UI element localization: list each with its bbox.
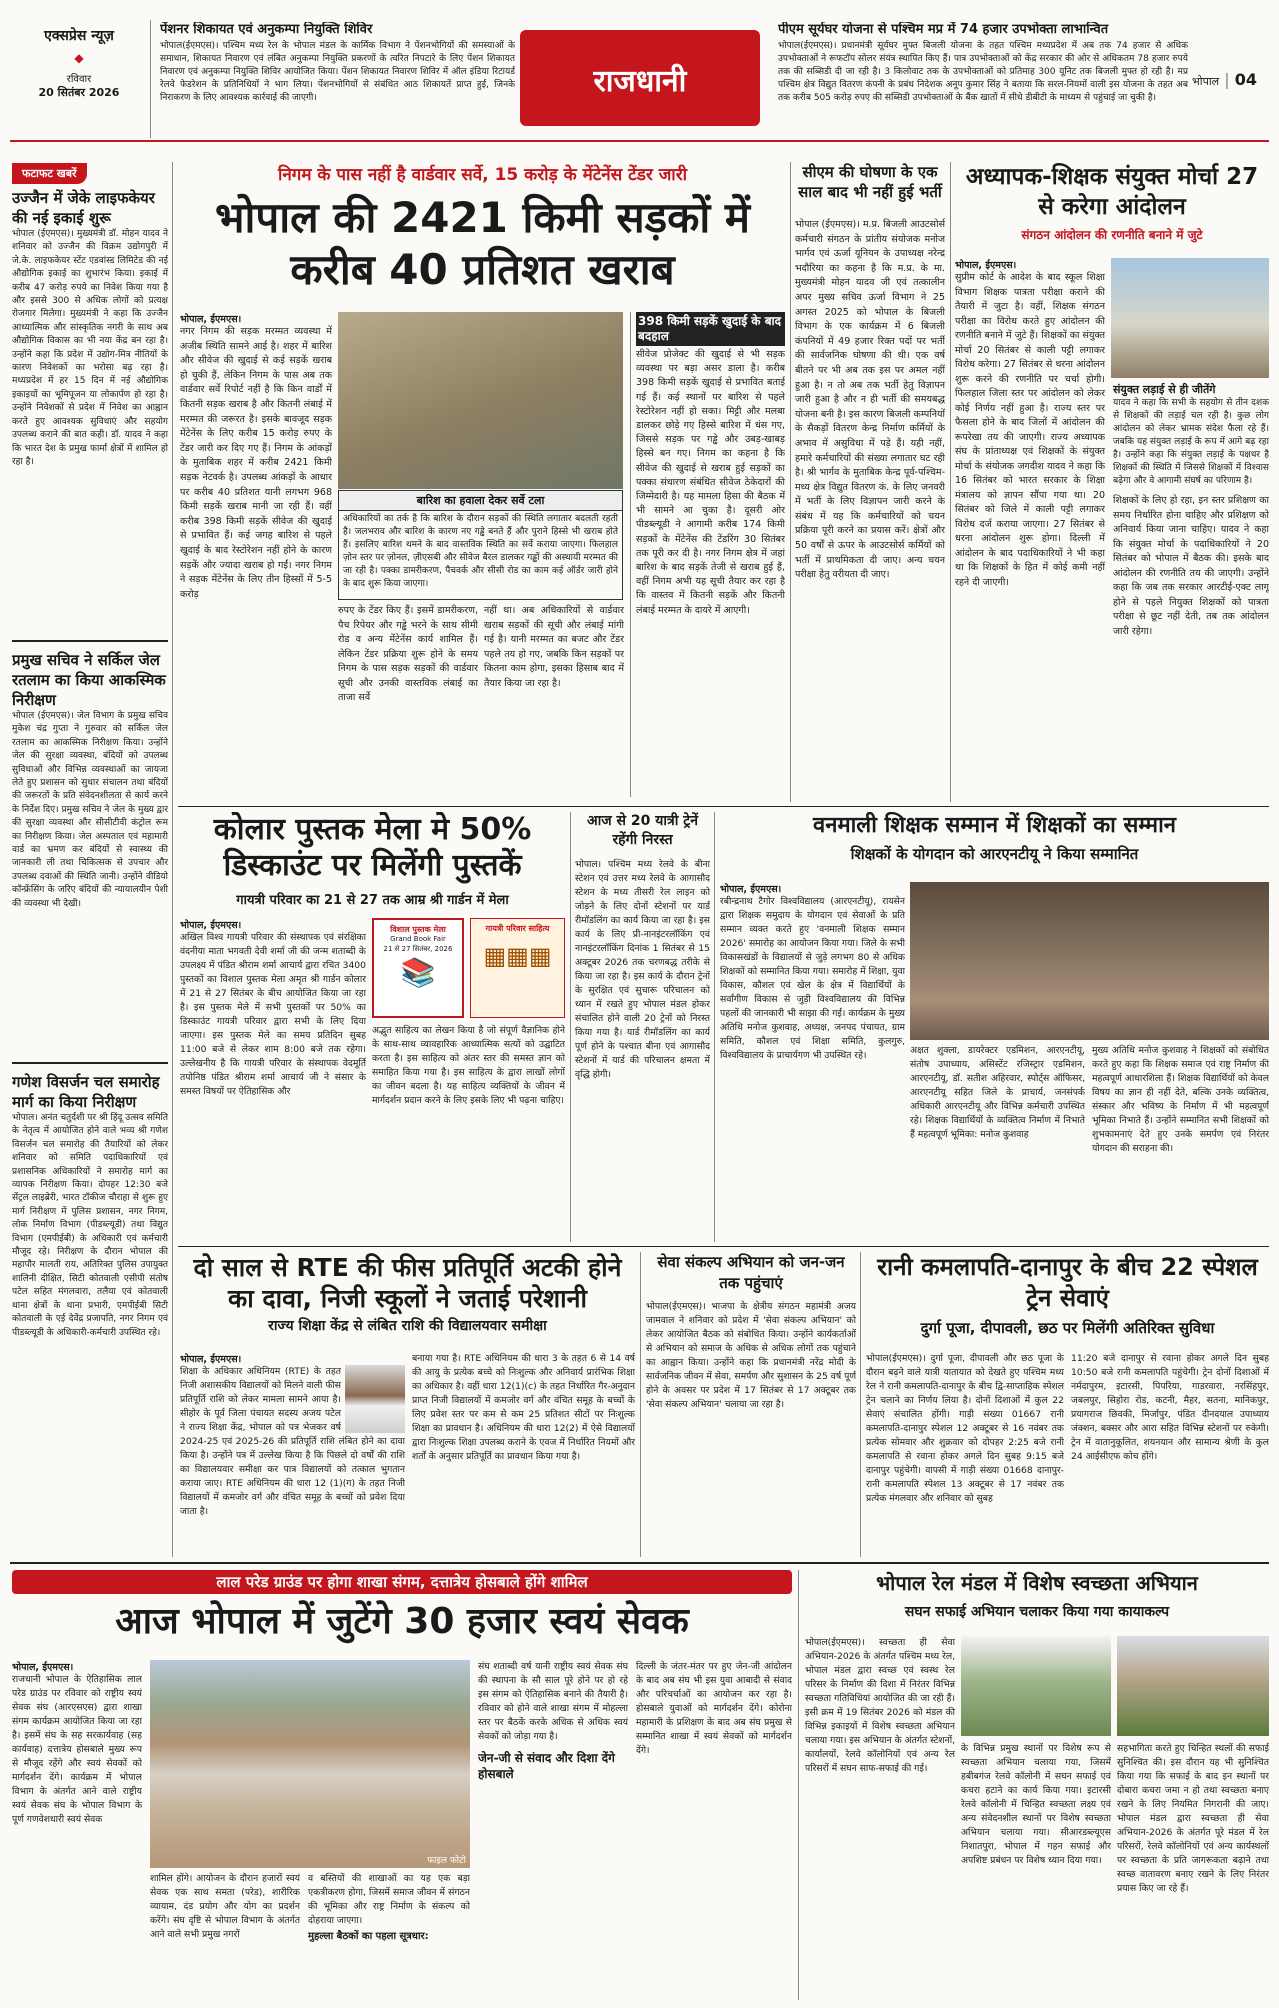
vanmali-col2 (910, 1044, 1085, 1242)
rani-trains-story (866, 1252, 1269, 1557)
lead-byline: भोपाल, ईएमएस। (180, 314, 242, 325)
seva-body: भोपाल(ईएमएस)। भाजपा के क्षेत्रीय संगठन महामंत्री अजय जामवाल ने शनिवार को प्रदेश में 'सेवा संकल्प अभियान' को लेकर आयोजित बैठक को संबोधित किया। उन्होंने कार्यकर्ताओं से अभियान को समाज के अधिक से अधिक लोगों तक पहुंचाने का आह्वान किया। उन्होंने कहा कि प्रधानमंत्री नरेंद्र मोदी के सार्वजनिक जीवन में सेवा, समर्पण और सुशासन के 25 वर्ष पूर्ण होने के अवसर पर प्रदेश में 17 सितंबर से 17 अक्टूबर तक 'सेवा संकल्प अभियान' चलाया जा रहा है। (646, 1301, 856, 1410)
sangh-headline: आज भोपाल में जुटेंगे 30 हजार स्वयं सेवक (115, 1601, 689, 1642)
teacher-body2: शिक्षकों के लिए हो रहा, इन स्तर प्रशिक्षण का समय निर्धारित होना चाहिए और प्रशिक्षण को अनिवार्य किया जाना चाहिए। यादव ने कहा कि संयुक्त मोर्चा के पदाधिकारियों ने 20 सितंबर को भोपाल में बैठक की। इसके बाद आंदोलन की रणनीति तय की जाएगी। उन्होंने कहा कि जब तक सरकार आरटीई-एक्ट लागू होने से पहले नियुक्त शिक्षकों को पात्रता परीक्षा से छूट नहीं देती, तब तक आंदोलन जारी रहेगा। (1113, 495, 1269, 637)
book-fair-subhead: गायत्री परिवार का 21 से 27 तक आम्र श्री गार्डन में मेला (236, 893, 509, 908)
seva-headline: सेवा संकल्प अभियान को जन-जन तक पहुंचाएं (657, 1253, 845, 1292)
person-photo (345, 1365, 405, 1433)
book-icon: 📚 (400, 956, 436, 989)
vanmali-col3 (1092, 1044, 1269, 1242)
masthead-rule (10, 140, 1269, 142)
photo-caption: बारिश का हवाला देकर सर्वे टला (339, 491, 622, 511)
book-fair-body2: अद्भुत साहित्य का लेखन किया है जो संपूर्ण वैज्ञानिक होने के साथ-साथ व्यावहारिक आध्यात्मिक सत्यों को उद्घाटित करता है। इस साहित्य को अंतर स्तर की समस्त ज्ञान को समाहित किया गया है। इस साहित्य के द्वारा लाखों लोगों का जीवन बदला है। यह साहित्य व्यक्तियों के जीवन में मार्गदर्शन प्रदान करने के लिए इसके लिए भी पढ़ना चाहिए। (372, 1025, 565, 1106)
sidebar-headline: प्रमुख सचिव ने सर्किल जेल रतलाम का किया आकस्मिक निरीक्षण (12, 651, 166, 709)
sangh-body: राजधानी भोपाल के ऐतिहासिक लाल परेड ग्राउंड पर रविवार को राष्ट्रीय स्वयं सेवक संघ (आरएसएस) द्वारा शाखा संगम कार्यक्रम आयोजित किया जा रहा है। इसमें संघ के सह सरकार्यवाह (सह कार्यवाह) दत्तात्रेय होसबाले मुख्य रूप से मौजूद रहेंगे और स्वयं सेवकों को मार्गदर्शन देंगे। कार्यक्रम में भोपाल विभाग के अंतर्गत आने वाले राष्ट्रीय स्वयं सेवक संघ के भोपाल विभाग के पूर्ण गणवेशधारी स्वयं सेवक (12, 1674, 142, 1825)
lead-col2-text: रुपए के टेंडर किए हैं। इसमें डामरीकरण, पैच रिपेयर और गड्ढे भरने के साथ सीमी रोड व अन्य मेंटेनेंस कार्य शामिल हैं। लेकिन टेंडर प्रक्रिया शुरू होने के समय निगम के पास सड़क सड़कों की वार्डवार सूची और उनकी वास्तविक लंबाई का ताजा सर्वे (338, 605, 478, 703)
rte-col2 (412, 1352, 635, 1557)
poster-right (470, 918, 565, 1018)
teacher-story (955, 162, 1269, 802)
clean-col2 (961, 1742, 1111, 2000)
masthead-day: रविवार (66, 74, 92, 85)
sidebar-body: भोपाल (ईएमएस)। जेल विभाग के प्रमुख सचिव मुकेश चंद्र गुप्ता ने गुरुवार को सर्किल जेल रतलाम का आकस्मिक निरीक्षण किया। उन्होंने जेल की सुरक्षा व्यवस्था, बंदियों को उपलब्ध सुविधाओं और विभिन्न व्यवस्थाओं का जायजा लेते हुए प्रशासन को सुधार संचालन तथा बंदियों की जरूरतों के प्रति संवेदनशीलता से कार्य करने के निर्देश दिए। प्रमुख सचिव ने जेल के मुख्य द्वार की सुरक्षा व्यवस्था और सीसीटीवी कंट्रोल रूम का निरीक्षण किया। जेल अस्पताल एवं महामारी वार्ड का भ्रमण कर बंदियों से स्वास्थ्य की जानकारी ली तथा चिकित्सक से उपचार और उपलब्ध दवाओं की स्थिति जानी। उन्होंने वीडियो कॉन्फ्रेंसिंग के जरिए बंदियों की न्यायालयीन पेशी की व्यवस्था भी देखी। (12, 711, 168, 909)
masthead-date: 20 सितंबर 2026 (38, 86, 120, 99)
photo-text: अधिकारियों का तर्क है कि बारिश के दौरान सड़कों की स्थिति लगातार बदलती रहती है। जलभराव और बारिश के कारण नए गड्ढे बनते हैं और पुराने हिस्से भी खराब होते हैं। इसलिए बारिश थमने के बाद वास्तविक स्थिति का सर्वे कराया जाएगा। फिलहाल ज़ोन स्तर पर ज़ोनल, ज़ीएसबी और सीवेज बैरल डालकर गड्ढों की अस्थायी मरम्मत की जा रही है। पक्का डामरीकरण, पैचवर्क और सीसी रोड का काम कई ऑर्डर जारी होने के बाद शुरू किया जाएगा। (343, 514, 618, 589)
sidebar-item (12, 650, 168, 1048)
book-fair-col1 (180, 918, 366, 1242)
photo-caption-box (338, 490, 623, 600)
top-left-headline: पेंशनर शिकायत एवं अनुकम्पा नियुक्ति शिविर (160, 22, 373, 37)
vanmali-byline: भोपाल, ईएमएस। (720, 884, 782, 895)
sidebar-headline: गणेश विसर्जन चल समारोह मार्ग का किया निरीक्षण (12, 1073, 160, 1111)
lead-story (180, 162, 785, 802)
rte-body2: बनाया गया है। RTE अधिनियम की धारा 3 के तहत 6 से 14 वर्ष की आयु के प्रत्येक बच्चे को निःशुल्क और अनिवार्य प्रारंभिक शिक्षा का अधिकार है। वहीं धारा 12(1)(c) के तहत निर्धारित गैर-अनुदान प्राप्त निजी विद्यालयों में कमजोर वर्ग और वंचित समूह के बच्चों के लिए प्रवेश स्तर पर कम से कम 25 प्रतिशत सीटों पर निःशुल्क शिक्षा का प्रावधान है। अधिनियम की धारा 12(2) में ऐसे विद्यालयों द्वारा निःशुल्क शिक्षा उपलब्ध कराने के एवज में निर्धारित नियमों और शर्तों के अनुसार प्रतिपूर्ति का प्रावधान किया गया है। (412, 1353, 635, 1462)
teacher-col2 (1113, 382, 1269, 798)
rani-trains-subhead: दुर्गा पूजा, दीपावली, छठ पर मिलेंगी अतिरिक्त सुविधा (920, 1319, 1215, 1337)
sangh-body3-head: मुहल्ला बैठकों का पहला सूत्रधार: (308, 1931, 429, 1942)
rte-body: शिक्षा के अधिकार अधिनियम (RTE) के तहत निजी अशासकीय विद्यालयों को मिलने वाली फीस प्रतिपूर्ति राशि को लेकर मामला सामने आया है। सीहोर के पूर्व जिला पंचायत सदस्य अजय पटेल ने राज्य शिक्षा केंद्र, भोपाल को पत्र भेजकर वर्ष 2024-25 एवं 2025-26 की प्रतिपूर्ति राशि लंबित होने का दावा किया है। उन्होंने पत्र में उल्लेख किया है कि पिछले दो वर्षों की राशि का विद्यालयवार समीक्षा कर पात्र विद्यालयों को तत्काल भुगतान कराया जाए। RTE अधिनियम की धारा 12 (1)(ग) के तहत निजी विद्यालयों में कमजोर वर्ग और वंचित समूह के बच्चों को प्रवेश दिया जाता है। (180, 1366, 405, 1517)
sangh-col5 (636, 1660, 792, 2000)
rani-trains-headline: रानी कमलापति-दानापुर के बीच 22 स्पेशल ट्रेन सेवाएं (877, 1253, 1258, 1312)
vanmali-story (720, 812, 1269, 1242)
rte-story (180, 1252, 635, 1557)
rail-block-story (575, 812, 710, 1242)
lead-col3 (484, 604, 624, 797)
book-stack-icon: ▦▦▦ (483, 942, 552, 970)
teachers-group-photo (910, 882, 1269, 1040)
teacher-caption-head: संयुक्त लड़ाई से ही जीतेंगे (1113, 383, 1216, 396)
brand-name: एक्सप्रेस न्यूज़ (44, 28, 114, 44)
sidebar-item (12, 1072, 168, 1512)
rani-col2 (1071, 1352, 1269, 1557)
teacher-byline: भोपाल, ईएमएस। (955, 260, 1017, 271)
book-fair-story (180, 812, 565, 1242)
sangh-col4 (478, 1660, 628, 2000)
lead-col3-text: नहीं था। अब अधिकारियों से वार्डवार खराब सड़कों की सूची और लंबाई मांगी गई है। यानी मरम्मत का बजट और टेंडर पहले तय हो गए, जबकि किन सड़कों पर कितना काम होगा, इसका हिसाब बाद में तैयार किया जा रहा है। (484, 605, 624, 689)
poster-subtitle: Grand Book Fair (390, 935, 446, 943)
clean-body2: के विभिन्न प्रमुख स्थानों पर विशेष रूप से स्वच्छता अभियान चलाया गया, जिसमें हबीबगंज रेलवे कॉलोनी में सघन सफाई एवं कचरा हटाने का कार्य किया गया। इटारसी रेलवे कॉलोनी में चिन्हित स्वच्छता लक्ष्य एवं अन्य संवेदनशील स्थानों पर विशेष स्वच्छता अभियान चलाया गया। सीआरडब्ल्यूएस निशातपुरा, भोपाल में गहन सफाई और अपशिष्ट प्रबंधन पर विशेष ध्यान दिया गया। (961, 1743, 1111, 1866)
sangh-story (12, 1570, 792, 2000)
sewer-box-body: सीवेज प्रोजेक्ट की खुदाई से भी सड़क व्यवस्था पर बड़ा असर डाला है। करीब 398 किमी सड़कें खुदाई से प्रभावित बताई गई हैं। कई स्थानों पर बारिश से पहले रेस्टोरेशन नहीं हो सका। मिट्टी और मलबा डालकर छोड़े गए हिस्से बारिश में धंस गए, जिससे सड़क पर गड्ढे और उबड़-खाबड़ हिस्से बन गए। निगम का कहना है कि सीवेज की खुदाई से खराब हुई सड़कों का पक्का संधारण संबंधित सीवेज ठेकेदारों की जिम्मेदारी है। यह मामला हिसा की बैठक में भी सामने आ चुका है। दूसरी ओर पीडब्ल्यूडी ने आगामी करीब 174 किमी सड़कों के मेंटेनेंस की टेंडरिंग 30 सितंबर तक पूरी कर दी है। नगर निगम क्षेत्र में जहां बारिश के बाद सड़कें तेजी से खराब हुई हैं, वहीं निगम अभी यह सूची तैयार कर रहा है कि वास्तव में कितनी सड़कें और कितनी लंबाई मरम्मत के दायरे में आएगी। (636, 349, 785, 616)
lead-col2 (338, 604, 478, 797)
rani-body2: 11:20 बजे दानापुर से रवाना होकर अगले दिन सुबह 10:50 बजे रानी कमलापति पहुंचेगी। ट्रेन दोनों दिशाओं में नर्मदापुरम, इटारसी, पिपरिया, गाडरवारा, नरसिंहपुर, जबलपुर, सिहोरा रोड, कटनी, मैहर, सतना, मानिकपुर, प्रयागराज छिवकी, मिर्जापुर, पंडित दीनदयाल उपाध्याय जंक्शन, बक्सर और आरा सहित विभिन्न स्टेशनों पर रुकेगी। ट्रेन में वातानुकूलित, शयनयान और सामान्य श्रेणी के कुल 24 आईसीएफ कोच होंगे। (1071, 1353, 1269, 1462)
clean-body3: सहभागिता करते हुए चिन्हित स्थलों की सफाई सुनिश्चित की। इस दौरान यह भी सुनिश्चित किया गया कि सफाई के बाद इन स्थानों पर दोबारा कचरा जमा न हो तथा स्वच्छता बनाए रखने के लिए नियमित निगरानी की जाए। भोपाल मंडल द्वारा स्वच्छता ही सेवा अभियान-2026 के अंतर्गत पूरे मंडल में रेल परिसरों, रेलवे कॉलोनियों एवं अन्य कार्यस्थलों पर स्वच्छता के प्रति जागरूकता बढ़ाने तथा स्वच्छ वातावरण बनाए रखने के लिए निरंतर प्रयास किए जा रहे हैं। (1117, 1743, 1269, 1894)
vanmali-headline: वनमाली शिक्षक सम्मान में शिक्षकों का सम्मान (813, 813, 1176, 838)
lead-headline: भोपाल की 2421 किमी सड़कों में करीब 40 प्रतिशत खराब (215, 193, 750, 294)
book-fair-byline: भोपाल, ईएमएस। (180, 920, 242, 931)
diamond-icon: ◆ (74, 51, 84, 65)
sangh-body3: व बस्तियों की शाखाओं का यह एक बड़ा एकत्रीकरण होगा, जिसमें समाज जीवन में संगठन की भूमिका और राष्ट्र निर्माण के संकल्प को दोहराया जाएगा। (308, 1873, 470, 1926)
school-photo (1111, 258, 1269, 378)
lead-col1 (180, 312, 332, 797)
top-left-story (160, 22, 515, 132)
sewer-box-headline: 398 किमी सड़कें खुदाई के बाद बदहाल (636, 312, 785, 346)
top-right-headline: पीएम सूर्यघर योजना से पश्चिम मप्र में 74 हजार उपभोक्ता लाभान्वित (778, 22, 1109, 37)
clean-col1 (805, 1636, 955, 2000)
book-fair-poster (372, 918, 565, 1018)
rani-body: भोपाल(ईएमएस)। दुर्गा पूजा, दीपावली और छठ पूजा के दौरान बढ़ने वाले यात्री यातायात को देखते हुए पश्चिम मध्य रेल ने रानी कमलापति-दानापुर के बीच द्वि-साप्ताहिक स्पेशल ट्रेन चलाने का निर्णय लिया है। दोनों दिशाओं में कुल 22 सेवाएं संचालित होंगी। गाड़ी संख्या 01667 रानी कमलापति-दानापुर स्पेशल 12 अक्टूबर से 16 नवंबर तक प्रत्येक सोमवार और शुक्रवार को दोपहर 2:25 बजे रानी कमलापति से रवाना होकर अगले दिन सुबह 9:15 बजे दानापुर पहुंचेगी। वापसी में गाड़ी संख्या 01668 दानापुर-रानी कमलापति स्पेशल 13 अक्टूबर से 17 नवंबर तक प्रत्येक मंगलवार और शनिवार को सुबह (866, 1353, 1064, 1504)
book-fair-headline: कोलार पुस्तक मेला मे 50% डिस्काउंट पर मिलेंगी पुस्तकें (213, 812, 532, 883)
sangh-kicker: लाल परेड ग्राउंड पर होगा शाखा संगम, दत्तात्रेय होसबाले होंगे शामिल (12, 1570, 792, 1594)
brand-block (14, 26, 144, 116)
seva-story (646, 1252, 856, 1557)
sangh-byline: भोपाल, ईएमएस। (12, 1662, 74, 1673)
sidebar (12, 162, 168, 1557)
sidebar-headline: उज्जैन में जेके लाइफकेयर की नई इकाई शुरू (12, 189, 155, 227)
page-number: 04 (1234, 70, 1257, 89)
clean-photo-1 (961, 1636, 1111, 1736)
section-title: राजधानी (593, 64, 687, 99)
sangh-body5: दिल्ली के जंतर-मंतर पर हुए जेन-जी आंदोलन के बाद अब संघ भी इस युवा आबादी से संवाद और परिचर्चाओं का आयोजन कर रहा है। होसबाले युवाओं को मार्गदर्शन देंगे। कोरोना महामारी के प्रशिक्षण के बाद अब संघ प्रमुख से सम्मानित शाखा में स्वयं सेवकों को मार्गदर्शन देंगे। (636, 1661, 792, 1756)
sidebar-body: भोपाल। अनंत चतुर्दशी पर श्री हिंदू उत्सव समिति के नेतृत्व में आयोजित होने वाले भव्य श्री गणेश विसर्जन चल समारोह की तैयारियों को लेकर शनिवार को समिति पदाधिकारियों एवं प्रशासनिक अधिकारियों ने समारोह मार्ग का व्यापक निरीक्षण किया। दोपहर 12:30 बजे सेंट्रल लाइब्रेरी, भारत टॉकीज चौराहा से शुरू हुए मार्ग निरीक्षण में पुलिस प्रशासन, नगर निगम, लोक निर्माण विभाग (पीडब्ल्यूडी) तथा विद्युत विभाग (एमपीईबी) के अधिकारी एवं कर्मचारी मौजूद रहे। निरीक्षण के दौरान भोपाल की महापौर मालती राय, अतिरिक्त पुलिस उपायुक्त शालिनी दीक्षित, सिटी कोतवाली एसीपी संतोष पटेल सहित मंगलवारा, तलैया एवं कोतवाली थाना क्षेत्रों के थाना प्रभारी, एमपीईबी सिटी कोतवाली के एई देवेंद्र प्रजापति, नगर निगम एवं पीडब्ल्यूडी के अधिकारी-कर्मचारी उपस्थित रहे। (12, 1113, 168, 1338)
sangh-col2 (150, 1872, 300, 2000)
lead-col1-text: नगर निगम की सड़क मरम्मत व्यवस्था में अजीब स्थिति सामने आई है। शहर में बारिश और सीवेज की खुदाई से कई सड़कें खराब हो चुकी हैं, लेकिन निगम के पास अब तक वार्डवार सर्वे रिपोर्ट नहीं है कि किन वार्डों में कितनी सड़क खराब है और कितनी लंबाई में मरम्मत की जरूरत है। इसके बावजूद सड़क मेंटेनेंस के लिए करीब 15 करोड़ रुपए के टेंडर जारी कर दिए गए हैं। निगम के आंकड़ों के मुताबिक शहर में करीब 2421 किमी सड़क नेटवर्क है। उपलब्ध आंकड़ों के आधार पर करीब 40 प्रतिशत यानी लगभग 968 किमी सड़कें खराब मानी जा रही हैं। वहीं करीब 398 किमी सड़कें सीवेज की खुदाई से प्रभावित हैं। कई जगह बारिश से पहले खुदाई के बाद रेस्टोरेशन नहीं होने के कारण सड़कें और ज्यादा खराब हो गईं। नगर निगम ने सड़क मेंटेनेंस के लिए तीन हिस्सों में 5-5 करोड़ (180, 326, 332, 600)
page-city: भोपाल (1192, 75, 1220, 88)
rani-col1 (866, 1352, 1064, 1557)
top-left-body: भोपाल(ईएमएस)। पश्चिम मध्य रेल के भोपाल मंडल के कार्मिक विभाग ने पेंशनभोगियों की समस्याओं के समाधान, शिकायत निवारण एवं लंबित अनुकम्पा नियुक्ति प्रकरणों के त्वरित निपटारे के लिए पेंशन शिकायत निवारण एवं अनुकम्पा नियुक्ति शिविर आयोजित किया। पेंशन शिकायत निवारण शिविर में ऑल इंडिया रिटायर्ड रेलवे फेडरेशन के प्रतिनिधियों ने भाग लिया। पेंशनभोगियों से संबंधित आठ शिकायतें प्राप्त हुई, जिनके निराकरण के लिए आवश्यक कार्रवाई की जाएगी। (160, 41, 515, 103)
road-photo (338, 312, 623, 489)
teacher-headline: अध्यापक-शिक्षक संयुक्त मोर्चा 27 से करेगा आंदोलन (965, 164, 1259, 220)
rte-col1 (180, 1352, 405, 1557)
teacher-body: सुप्रीम कोर्ट के आदेश के बाद स्कूल शिक्षा विभाग शिक्षक पात्रता परीक्षा कराने की तैयारी में जुटा है। वहीं, शिक्षक संगठन परीक्षा का विरोध करते हुए आंदोलन की रणनीति बनाने में जुटे हैं। शिक्षकों का संयुक्त मोर्चा 20 सितंबर से काली पट्टी लगाकर विरोध करेगा। 27 सितंबर से धरना आंदोलन शुरू करने की रणनीति पर चर्चा होगी। फिलहाल जिला स्तर पर आंदोलन को लेकर कोई निर्णय नहीं हुआ है। राज्य स्तर पर फैसला होने के बाद जिलों में आंदोलन की रूपरेखा तय की जाएगी। राज्य अध्यापक संघ के प्रांताध्यक्ष एवं शिक्षकों के संयुक्त मोर्चा के संयोजक जगदीश यादव ने कहा कि 16 सितंबर को भारत सरकार के शिक्षा मंत्रालय को ज्ञापन सौंपा गया था। 20 सितंबर को जिले में काली पट्टी लगाकर विरोध दर्ज कराया जाएगा। 27 सितंबर से धरना आंदोलन शुरू होगा। दिल्ली में आंदोलन के बाद पदाधिकारियों ने भी कहा था कि शिक्षकों के हित में कोई कमी नहीं रहने दी जाएगी। (955, 272, 1105, 588)
book-fair-col2 (372, 1024, 565, 1242)
poster-title: विशाल पुस्तक मेला (390, 925, 446, 934)
rte-headline: दो साल से RTE की फीस प्रतिपूर्ति अटकी होने का दावा, निजी स्कूलों ने जताई परेशानी (193, 1253, 622, 1313)
masthead (0, 0, 1279, 148)
poster-dates: 21 से 27 सितंबर, 2026 (383, 945, 453, 953)
page-label: भोपाल | 04 (1192, 70, 1257, 89)
clean-subhead: सघन सफाई अभियान चलाकर किया गया कायाकल्प (904, 1604, 1170, 1620)
top-right-story (778, 22, 1188, 132)
sangh-body4-head: जेन-जी से संवाद और दिशा देंगे होसबाले (478, 1751, 615, 1781)
vanmali-body3: मुख्य अतिथि मनोज कुशवाह ने शिक्षकों को संबोधित करते हुए कहा कि शिक्षक समाज एवं राष्ट्र निर्माण की महत्वपूर्ण आधारशिला हैं। शिक्षक विद्यार्थियों को केवल विषय का ज्ञान ही नहीं देते, बल्कि उनके व्यक्तित्व, संस्कार और भविष्य के निर्माण में भी महत्वपूर्ण भूमिका निभाते हैं। उन्होंने सम्मानित सभी शिक्षकों को शुभकामनाएं देते हुए उनके समर्पण एवं निरंतर योगदान की सराहना की। (1092, 1045, 1269, 1154)
rte-byline: भोपाल, ईएमएस। (180, 1354, 242, 1365)
sangh-body2: शामिल होंगे। आयोजन के दौरान हजारों स्वयं सेवक एक साथ समता (परेड), शारीरिक व्यायाम, दंड प्रयोग और योग का प्रदर्शन करेंगे। संघ दृष्टि से भोपाल विभाग के अंतर्गत आने वाले सभी प्रमुख नगरों (150, 1873, 300, 1940)
sidebar-item (12, 188, 168, 580)
sidebar-label: फटाफट खबरें (12, 163, 87, 184)
sangh-col1 (12, 1660, 142, 2000)
poster-left (372, 918, 464, 1018)
teacher-caption: यादव ने कहा कि सभी के सहयोग से तीन दशक से शिक्षकों की लड़ाई चल रही है। कुछ लोग आंदोलन को लेकर भ्रामक संदेश फैला रहे हैं। जबकि यह संयुक्त लड़ाई के रूप में आगे बढ़ रहा है। उन्होंने कहा कि संयुक्त लड़ाई के पक्षधर है शिक्षकों की स्थिति में जिससे शिक्षकों में विश्वास बढ़ेगा और वे आगामी संघर्ष का परिणाम है। (1113, 398, 1269, 486)
poster-right-title: गायत्री परिवार साहित्य (485, 924, 550, 933)
clean-photo-2 (1117, 1636, 1269, 1736)
cm-story (795, 162, 945, 802)
clean-body: भोपाल(ईएमएस)। स्वच्छता ही सेवा अभियान-2026 के अंतर्गत पश्चिम मध्य रेल, भोपाल मंडल द्वारा स्वच्छ एवं स्वस्थ रेल परिसर के निर्माण की दिशा में निरंतर विभिन्न स्वच्छता गतिविधियां आयोजित की जा रही हैं। इसी क्रम में 19 सितंबर 2026 को मंडल की विभिन्न इकाइयों में विशेष स्वच्छता अभियान चलाया गया। इस अभियान के अंतर्गत स्टेशनों, कार्यालयों, रेलवे कॉलोनियों एवं अन्य रेल परिसरों में सघन साफ-सफाई की गई। (805, 1637, 955, 1774)
teacher-col1 (955, 258, 1105, 798)
photo-credit: फाइल फोटो (427, 1856, 466, 1866)
book-fair-body: अखिल विश्व गायत्री परिवार की संस्थापक एवं संरक्षिका वंदनीया माता भगवती देवी शर्मा जी की जन्म शताब्दी के उपलक्ष्य में पंडित श्रीराम शर्मा आचार्य द्वारा रचित 3400 पुस्तकों का विशाल पुस्तक मेला अमृत श्री गार्डन कोलार में 21 से 27 सितंबर के बीच आयोजित किया जा रहा है। इस पुस्तक मेले में सभी पुस्तकों पर 50% का डिस्काउंट गायत्री परिवार द्वारा सभी के लिए दिया जाएगा। इस पुस्तक मेले का समय प्रतिदिन सुबह 11:00 बजे से लेकर शाम 8:00 बजे तक रहेगा। उल्लेखनीय है कि गायत्री परिवार के संस्थापक वेदमूर्ति तपोनिष्ठ पंडित श्रीराम शर्मा आचार्य जी ने संसार के समस्त विषयों पर ऐतिहासिक और (180, 932, 366, 1097)
vanmali-col1 (720, 882, 905, 1242)
rail-block-body: भोपाल। पश्चिम मध्य रेलवे के बीना स्टेशन एवं उत्तर मध्य रेलवे के आगासौद स्टेशन के मध्य तीसरी रेल लाइन को जोड़ने के लिए दोनों स्टेशनों पर यार्ड रीमॉडलिंग का कार्य किया जा रहा है। इस कार्य के लिए प्री-नानइंटरलॉकिंग एवं नानइंटरलॉकिंग दिनांक 1 सितंबर से 15 अक्टूबर 2026 तक चरणबद्ध तरीके से किया जा रहा है। इस कार्य के दौरान ट्रेनों के सुरक्षित एवं सुचारू परिचालन को ध्यान में रखते हुए भोपाल मंडल होकर संचालित होने वाली 20 ट्रेनों को निरस्त किया गया है। यार्ड रीमॉडलिंग का कार्य पूर्ण होने के पश्चात बीना एवं आगासौद स्टेशनों में यार्ड की परिचालन क्षमता में वृद्धि होगी। (575, 859, 710, 1080)
vanmali-body: रबीन्द्रनाथ टैगोर विश्वविद्यालय (आरएनटीयू), रायसेन द्वारा शिक्षक समुदाय के योगदान एवं सेवाओं के प्रति सम्मान व्यक्त करते हुए 'वनमाली शिक्षक सम्मान 2026' समारोह का आयोजन किया गया। जिले के सभी विकासखंडों के विद्यालयों से जुड़े लगभग 80 से अधिक शिक्षकों को सम्मानित किया गया। समारोह में शिक्षा, युवा विकास, कौशल एवं खेल के क्षेत्र में विद्यार्थियों के सर्वांगीण विकास से जुड़ी विश्वविद्यालय की विभिन्न पहलों की जानकारी भी साझा की गई। कार्यक्रम के मुख्य अतिथि मनोज कुशवाह, अध्यक्ष, जनपद पंचायत, ग्राम समिति, कौशल एवं शिक्षा समिति, कुलगुरु, विश्वविद्यालय के प्राचार्यगण भी उपस्थित रहे। (720, 896, 905, 1061)
teacher-subhead: संगठन आंदोलन की रणनीति बनाने में जुटे (1021, 228, 1203, 242)
clean-headline: भोपाल रेल मंडल में विशेष स्वच्छता अभियान (876, 1571, 1198, 1595)
parade-photo (150, 1660, 470, 1868)
lead-kicker: निगम के पास नहीं है वार्डवार सर्वे, 15 करोड़ के मेंटेनेंस टेंडर जारी (277, 165, 688, 185)
sewer-box (630, 312, 785, 797)
top-right-body: भोपाल(ईएमएस)। प्रधानमंत्री सूर्यघर मुफ्त बिजली योजना के तहत पश्चिम मध्यप्रदेश में अब तक 74 हजार से अधिक उपभोक्ताओं ने रूफटॉप सोलर संयंत्र स्थापित किए हैं। पात्र उपभोक्ताओं को केंद्र सरकार की ओर से अधिकतम 78 हजार रुपये तक की सब्सिडी दी जा रही है। 3 किलोवाट तक के उपभोक्ताओं को प्रतिमाह 300 यूनिट तक बिजली मुफ्त हो रही है। मप्र पश्चिम क्षेत्र विद्युत वितरण कंपनी के प्रबंध निदेशक अनूप कुमार सिंह ने बताया कि सरल-नियमों वाली इस योजना के तहत अब तक करीब 505 करोड़ रुपए की सब्सिडी उपभोक्ताओं के बैंक खातों में सीधे डीबीटी के माध्यम से पहुंचाई जा चुकी है। (778, 41, 1188, 103)
sidebar-body: भोपाल (ईएमएस)। मुख्यमंत्री डॉ. मोहन यादव ने शनिवार को उज्जैन की विक्रम उद्योगपुरी में जे.के. लाइफकेयर स्टेंट एडवांस्ड लिमिटेड की नई औद्योगिक इकाई का शुभारंभ किया। इकाई में करीब 47 करोड़ रुपये का निवेश किया गया है और इससे 300 से अधिक लोगों को प्रत्यक्ष रोजगार मिलेगा। मुख्यमंत्री ने कहा कि उज्जैन आध्यात्मिक और सांस्कृतिक नगरी के साथ अब औद्योगिक विकास का भी नया केंद्र बन रहा है। उन्होंने कहा कि प्रदेश में उद्योग-मित्र नीतियों के कारण निवेशकों का भरोसा बढ़ रहा है। मध्यप्रदेश में हर 15 दिन में नई औद्योगिक इकाइयों का भूमिपूजन या लोकार्पण हो रहा है। उन्होंने निवेशकों से प्रदेश में निवेश का आह्वान करते हुए आवश्यक सुविधाएं और सहयोग उपलब्ध कराने की बात कही। डॉ. यादव ने कहा कि भारत देश के प्रमुख फार्मा क्षेत्रों में शामिल हो रहा है। (12, 229, 168, 467)
cm-headline: सीएम की घोषणा के एक साल बाद भी नहीं हुई भर्ती (798, 163, 942, 201)
clean-col3 (1117, 1742, 1269, 2000)
section-tab (520, 30, 760, 126)
cm-body: भोपाल (ईएमएस)। म.प्र. बिजली आउटसोर्स कर्मचारी संगठन के प्रांतीय संयोजक मनोज भार्गव एवं ऊर्जा यूनियन के उपाध्यक्ष नरेन्द्र भदौरिया का कहना है कि म.प्र. के मा. मुख्यमंत्री मोहन यादव जी एवं तत्कालीन अपर मुख्य सचिव ऊर्जा विभाग ने 25 अगस्त 2025 को भोपाल के बिजली विभाग के एक कार्यक्रम में 6 बिजली कंपनियों में 49 हजार रिक्त पदों पर भर्ती की सार्वजनिक घोषणा की थी। एक वर्ष बीतने पर भी अब तक इस पर अमल नहीं हुआ है। न तो अब तक भर्ती हेतु विज्ञापन जारी हुआ है और न ही भर्ती की समयबद्ध योजना बनी है। इस कारण बिजली कम्पनियों के सैकड़ों वितरण केन्द्र निर्माण कर्मियों के अभाव में असुविधा में पड़े हैं। यही नहीं, हमारे कर्मचारियों की संख्या लगातार घट रही है। श्री भार्गव के मुताबिक केन्द्र पूर्व-पश्चिम-मध्य क्षेत्र विद्युत वितरण कं. के लिए जनवरी में भर्ती के लिए विज्ञापन जारी करने के संबंध में यह कि कर्मचारियों को चयन प्रक्रिया पूरी करने का प्रयास करें। क्षेत्रों और 50 वर्षों से ऊपर के आउटसोर्स कर्मियों को भर्ती में प्राथमिकता दी जाए। अन्य चयन परीक्षा हेतु वरीयता दी जाए। (795, 219, 945, 581)
rail-block-headline: आज से 20 यात्री ट्रेनें रहेंगी निरस्त (586, 813, 699, 848)
vanmali-body2: अक्षत शुक्ला, डायरेक्टर एडमिशन, आरएनटीयू, संतोष उपाध्याय, असिस्टेंट रजिस्ट्रार एडमिशन, आरएनटीयू, डॉ. सतीश अहिरवार, स्पोर्ट्स ऑफिसर, आरएनटीयू सहित जिले के प्राचार्य, जनसंपर्क अधिकारी आरएनटीयू और विभिन्न कर्मचारी उपस्थित रहे। शिक्षक विद्यार्थियों के व्यक्तित्व निर्माण में निभाते हैं महत्वपूर्ण भूमिका: मनोज कुशवाह (910, 1045, 1085, 1140)
rte-subhead: राज्य शिक्षा केंद्र से लंबित राशि की विद्यालयवार समीक्षा (268, 1318, 547, 1334)
sangh-col3 (308, 1872, 470, 2000)
sangh-body4: संघ शताब्दी वर्ष यानी राष्ट्रीय स्वयं सेवक संघ की स्थापना के सौ साल पूरे होने पर हो रहे इस संगम को ऐतिहासिक बनाने की तैयारी है। रविवार को होने वाले शाखा संगम में मोहल्ला स्तर पर बैठकें करके अधिक से अधिक स्वयं सेवकों को जोड़ा गया है। (478, 1661, 628, 1742)
vanmali-subhead: शिक्षकों के योगदान को आरएनटीयू ने किया सम्मानित (850, 845, 1139, 863)
clean-story (805, 1570, 1269, 2000)
divider (150, 20, 151, 138)
